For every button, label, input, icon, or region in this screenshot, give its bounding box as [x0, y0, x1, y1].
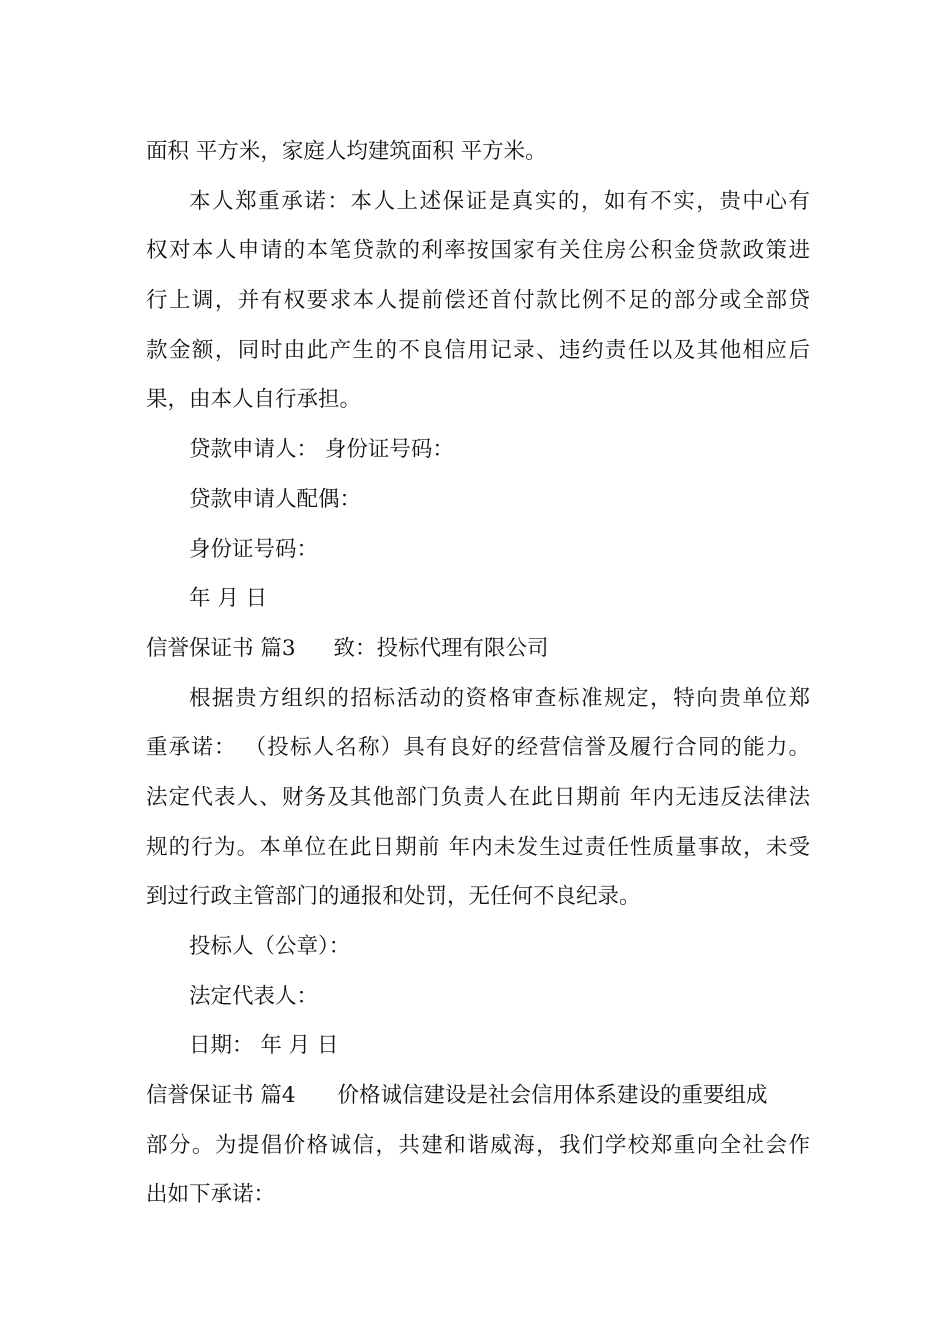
date-line: 年 月 日: [189, 586, 268, 612]
signature-line: 法定代表人：: [189, 983, 319, 1009]
paragraph-line: 本人郑重承诺：本人上述保证是真实的，如有不实，贵中心有: [189, 188, 810, 214]
section-4-heading-line: [146, 1071, 810, 1121]
section-heading: 信誉保证书 篇4: [146, 1083, 296, 1109]
paragraph-line: 款金额，同时由此产生的不良信用记录、违约责任以及其他相应后: [146, 337, 810, 363]
paragraph-line: 法定代表人、财务及其他部门负责人在此日期前 年内无违反法律法: [146, 784, 810, 810]
paragraph-line: 到过行政主管部门的通报和处罚，无任何不良纪录。: [146, 884, 641, 910]
signature-line: 投标人（公章）：: [189, 934, 351, 959]
section-heading: 信誉保证书 篇3: [146, 635, 296, 661]
paragraph-line: 重承诺： （投标人名称）具有良好的经营信誉及履行合同的能力。: [146, 735, 810, 761]
section-3-heading-line: [146, 624, 810, 674]
section-text: 价格诚信建设是社会信用体系建设的重要组成: [337, 1083, 768, 1109]
paragraph-line: 部分。为提倡价格诚信，共建和谐威海，我们学校郑重向全社会作: [146, 1132, 810, 1158]
paragraph-line: 面积 平方米，家庭人均建筑面积 平方米。: [146, 139, 547, 164]
document-body: [146, 127, 810, 1220]
paragraph-line: 根据贵方组织的招标活动的资格审查标准规定，特向贵单位郑: [189, 685, 810, 711]
signature-line: 身份证号码：: [189, 536, 319, 562]
signature-line: 贷款申请人： 身份证号码：: [189, 437, 454, 463]
paragraph-line: 果，由本人自行承担。: [146, 387, 362, 413]
date-line: 日期： 年 月 日: [189, 1033, 339, 1059]
signature-line: 贷款申请人配偶：: [189, 486, 362, 512]
paragraph-line: 行上调，并有权要求本人提前偿还首付款比例不足的部分或全部贷: [146, 288, 810, 314]
paragraph-line: 权对本人申请的本笔贷款的利率按国家有关住房公积金贷款政策进: [146, 238, 810, 264]
paragraph-line: 规的行为。本单位在此日期前 年内未发生过责任性质量事故，未受: [146, 834, 810, 860]
paragraph-line: 出如下承诺：: [146, 1182, 276, 1208]
section-text: 致：投标代理有限公司: [333, 635, 549, 661]
